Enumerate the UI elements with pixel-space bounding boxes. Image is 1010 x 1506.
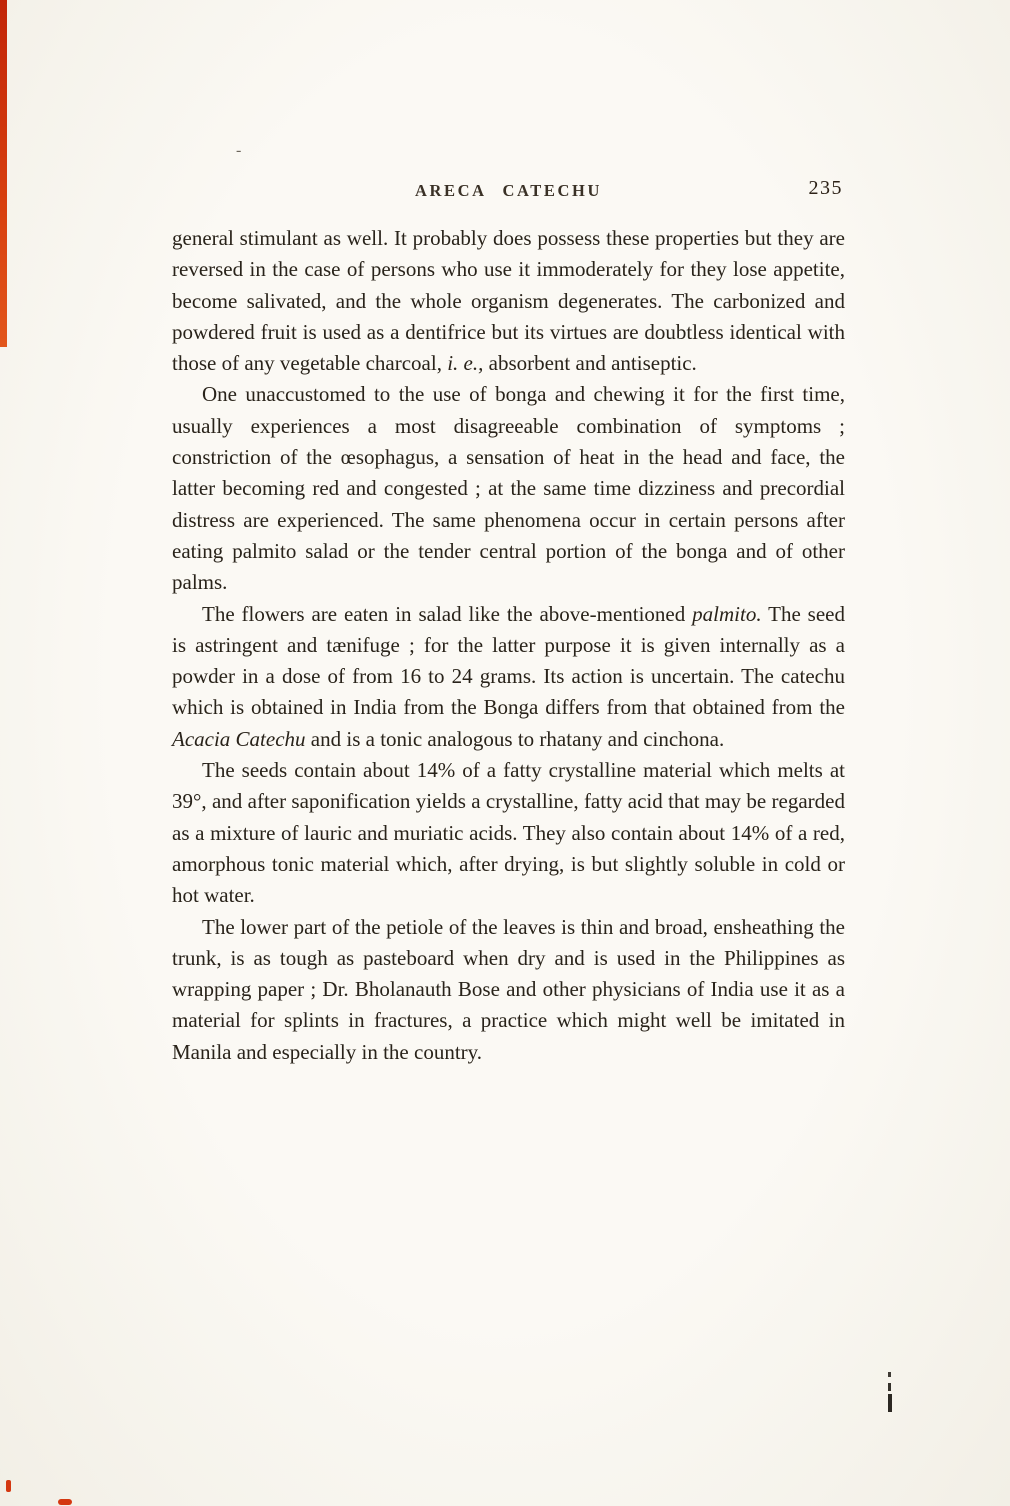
- text-run: One unaccustomed to the use of bonga and chewing it for the first time, usually experiences a most disagreeable combination of symptoms ; constriction of the œsophagus, a sensation of heat in the head and face, the latter becoming red and congested ; at the same time dizziness and precordial distress are experienced. The same phenomena occur in certain persons after eating palmito salad or the tender central portion of the bonga and of other palms.: [172, 382, 845, 595]
- text-run-italic: Acacia Catechu: [172, 726, 306, 751]
- running-title: ARECA CATECHU: [415, 181, 602, 200]
- paragraph-3: [172, 599, 845, 755]
- paragraph-5: [172, 912, 845, 1068]
- scan-artifact-ink-mark: [888, 1372, 892, 1414]
- page-number: 235: [808, 177, 843, 199]
- scan-artifact-red-edge: [0, 0, 7, 347]
- text-run: general stimulant as well. It probably does possess these properties but they are reversed in the case of persons who use it immoderately for they lose appetite, become salivated, and the whole organism degenerates. The carbonized and powdered fruit is used as a dentifrice but its virtues are doubtless identical with those of any vegetable charcoal,: [172, 226, 845, 376]
- text-run: The lower part of the petiole of the leaves is thin and broad, ensheathing the trunk, is as tough as pasteboard when dry and is used in the Philippines as wrapping paper ; Dr. Bholanauth Bose and other physicians of India use it as a material for splints in fractures, a practice which might well be imitated in Manila and especially in the country.: [172, 914, 845, 1064]
- text-run: The flowers are eaten in salad like the above-mentioned: [202, 601, 693, 626]
- text-run: The seeds contain about 14% of a fatty crystalline material which melts at 39°, and after saponification yields a crystalline, fatty acid that may be regarded as a mixture of lauric and muriatic acids. They also contain about 14% of a red, amorphous tonic material which, after drying, is but slightly soluble in cold or hot water.: [172, 758, 845, 908]
- paragraph-2: [172, 379, 845, 598]
- body-text: [172, 223, 845, 1068]
- text-run: absorbent and antiseptic.: [483, 351, 697, 376]
- ink-mark-bar: [888, 1394, 892, 1412]
- text-run: The seed is astringent and tænifuge ; for the latter purpose it is given internally as a powder in a dose of from 16 to 24 grams. Its action is uncertain. The catechu which is obtained in India from the Bonga differs from that obtained from the: [172, 601, 845, 720]
- page-header: [172, 177, 845, 207]
- ink-mark-dot: [888, 1372, 891, 1377]
- paragraph-1: [172, 223, 845, 379]
- paragraph-4: [172, 755, 845, 911]
- scan-artifact-dash: -: [236, 142, 242, 159]
- ink-mark-bar: [888, 1383, 891, 1391]
- text-run-italic: palmito.: [692, 601, 762, 626]
- text-run: and is a tonic analogous to rhatany and cinchona.: [305, 726, 725, 751]
- scan-artifact-red-mark: [58, 1499, 72, 1505]
- text-run-italic: i. e.,: [447, 351, 484, 376]
- scan-artifact-red-mark: [6, 1480, 11, 1492]
